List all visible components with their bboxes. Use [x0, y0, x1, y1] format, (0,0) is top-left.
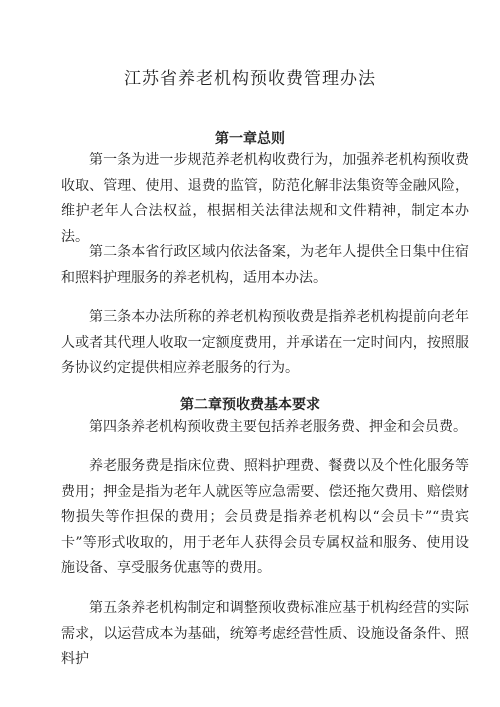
article-3-paragraph: 第三条本办法所称的养老机构预收费是指养老机构提前向老年人或者其代理人收取一定额度费用，并承诺在一定时间内，按照服务协议约定提供相应养老服务的行为。: [61, 309, 469, 376]
document-title: 江苏省养老机构预收费管理办法: [124, 69, 376, 89]
article-4-paragraph: 第四条养老机构预收费主要包括养老服务费、押金和会员费。: [89, 419, 467, 435]
chapter-heading-2: 第二章预收费基本要求: [180, 397, 320, 413]
article-5-paragraph: 第五条养老机构制定和调整预收费标准应基于机构经营的实际需求，以运营成本为基础，统筹考虑经营性质、设施设备条件、照料护: [61, 600, 469, 667]
chapter-heading-1: 第一章总则: [215, 131, 285, 147]
article-2-paragraph: 第二条本省行政区域内依法备案，为老年人提供全日集中住宿和照料护理服务的养老机构，适用本办法。: [61, 244, 469, 286]
service-fee-definition-paragraph: 养老服务费是指床位费、照料护理费、餐费以及个性化服务等费用；押金是指为老年人就医等应急需要、偿还拖欠费用、赔偿财物损失等作担保的费用；会员费是指养老机构以“会员卡”“贵宾卡”等形式收取的，用于老年人获得会员专属权益和服务、使用设施设备、享受服务优惠等的费用。: [61, 458, 469, 576]
article-1-paragraph: 第一条为进一步规范养老机构收费行为，加强养老机构预收费收取、管理、使用、退费的监管，防范化解非法集资等金融风险，维护老年人合法权益，根据相关法律法规和文件精神，制定本办法。: [61, 152, 469, 245]
